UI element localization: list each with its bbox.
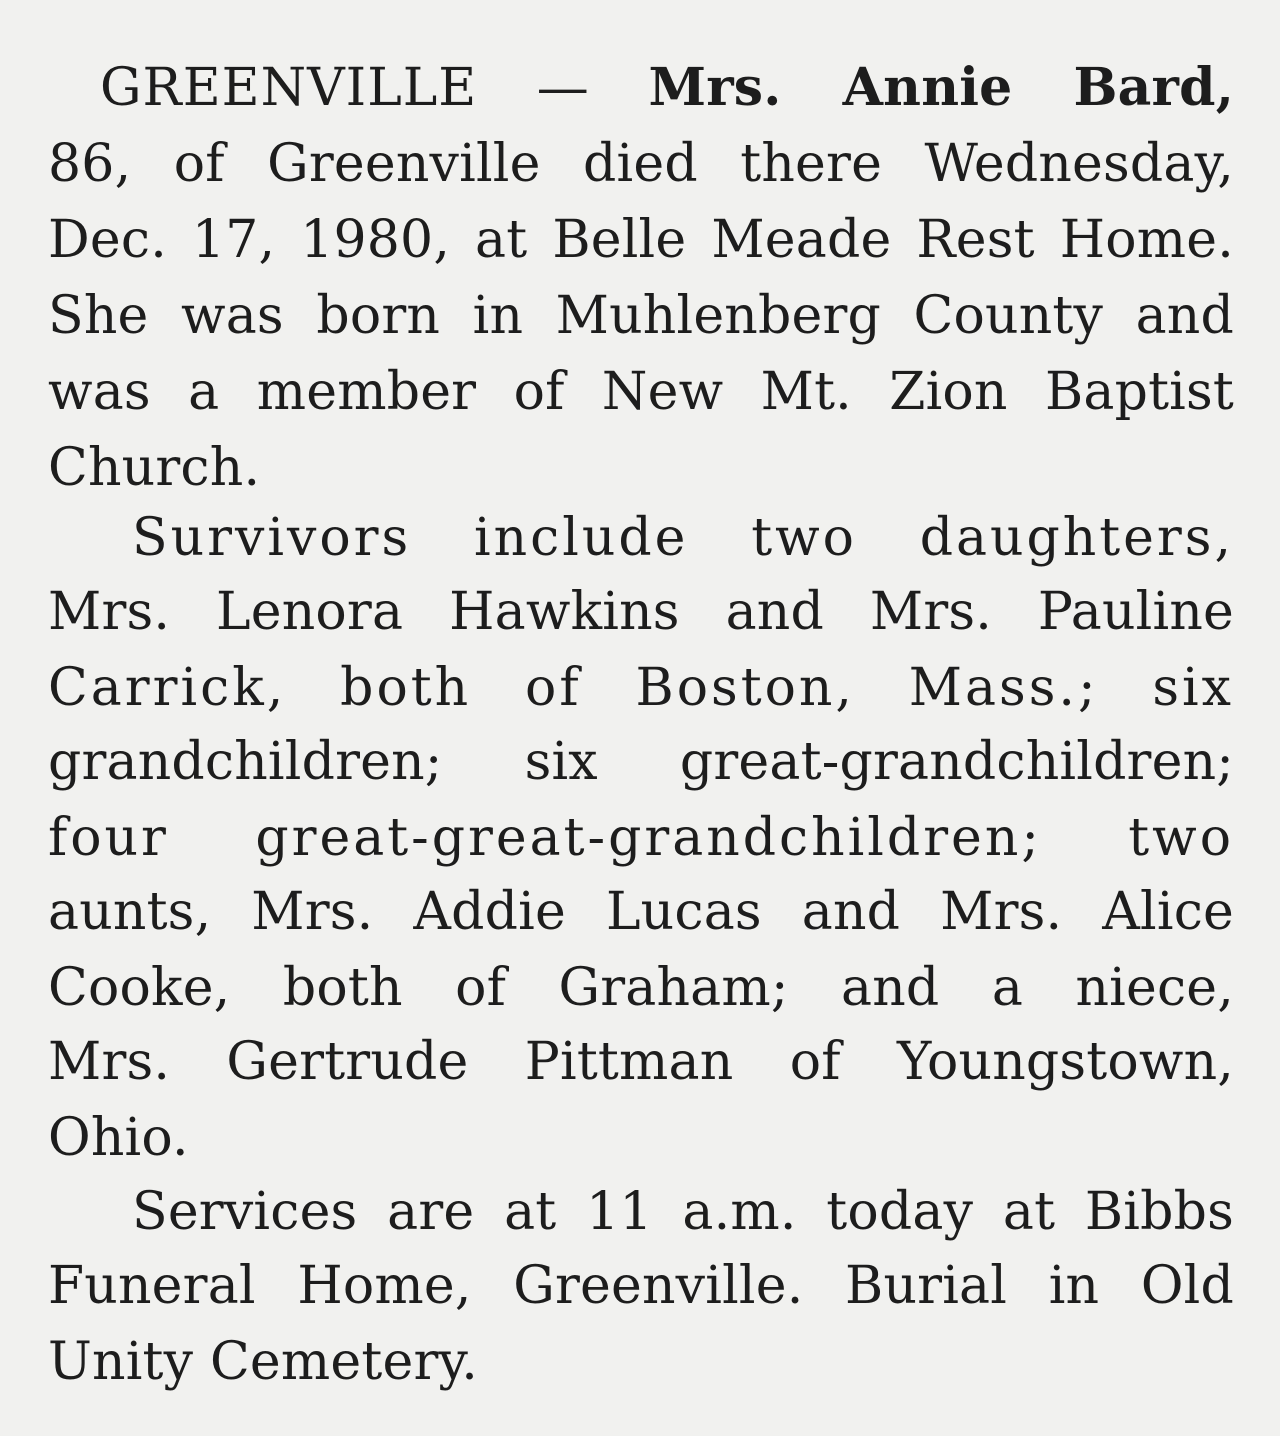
paragraph-2-line: Mrs. Gertrude Pittman of Youngstown, (48, 1032, 1234, 1092)
obituary-first-line (100, 50, 1234, 126)
paragraph-3-line: Funeral Home, Greenville. Burial in Old (48, 1256, 1234, 1316)
paragraph-1-line: She was born in Muhlenberg County and (48, 286, 1234, 346)
paragraph-2-line: four great-great-grandchildren; two (48, 808, 1234, 868)
paragraph-2-line: grandchildren; six great-grandchildren; (48, 732, 1234, 792)
dateline: GREENVILLE (100, 58, 478, 118)
paragraph-2-line: aunts, Mrs. Addie Lucas and Mrs. Alice (48, 882, 1234, 942)
paragraph-1-line: Church. (48, 438, 261, 498)
paragraph-2-line: Survivors include two daughters, (132, 508, 1234, 568)
dateline-dash: — (536, 58, 589, 118)
paragraph-3-line: Services are at 11 a.m. today at Bibbs (132, 1182, 1234, 1242)
paragraph-3-line: Unity Cemetery. (48, 1332, 478, 1392)
paragraph-2-line: Carrick, both of Boston, Mass.; six (48, 658, 1234, 718)
paragraph-2-line: Cooke, both of Graham; and a niece, (48, 958, 1234, 1018)
paragraph-2-line: Ohio. (48, 1108, 189, 1168)
deceased-name: Mrs. Annie Bard, (648, 57, 1235, 118)
paragraph-1-line: Dec. 17, 1980, at Belle Meade Rest Home. (48, 210, 1234, 270)
paragraph-2-line: Mrs. Lenora Hawkins and Mrs. Pauline (48, 582, 1234, 642)
paragraph-1-line: was a member of New Mt. Zion Baptist (48, 362, 1234, 422)
paragraph-1-line: 86, of Greenville died there Wednesday, (48, 134, 1234, 194)
